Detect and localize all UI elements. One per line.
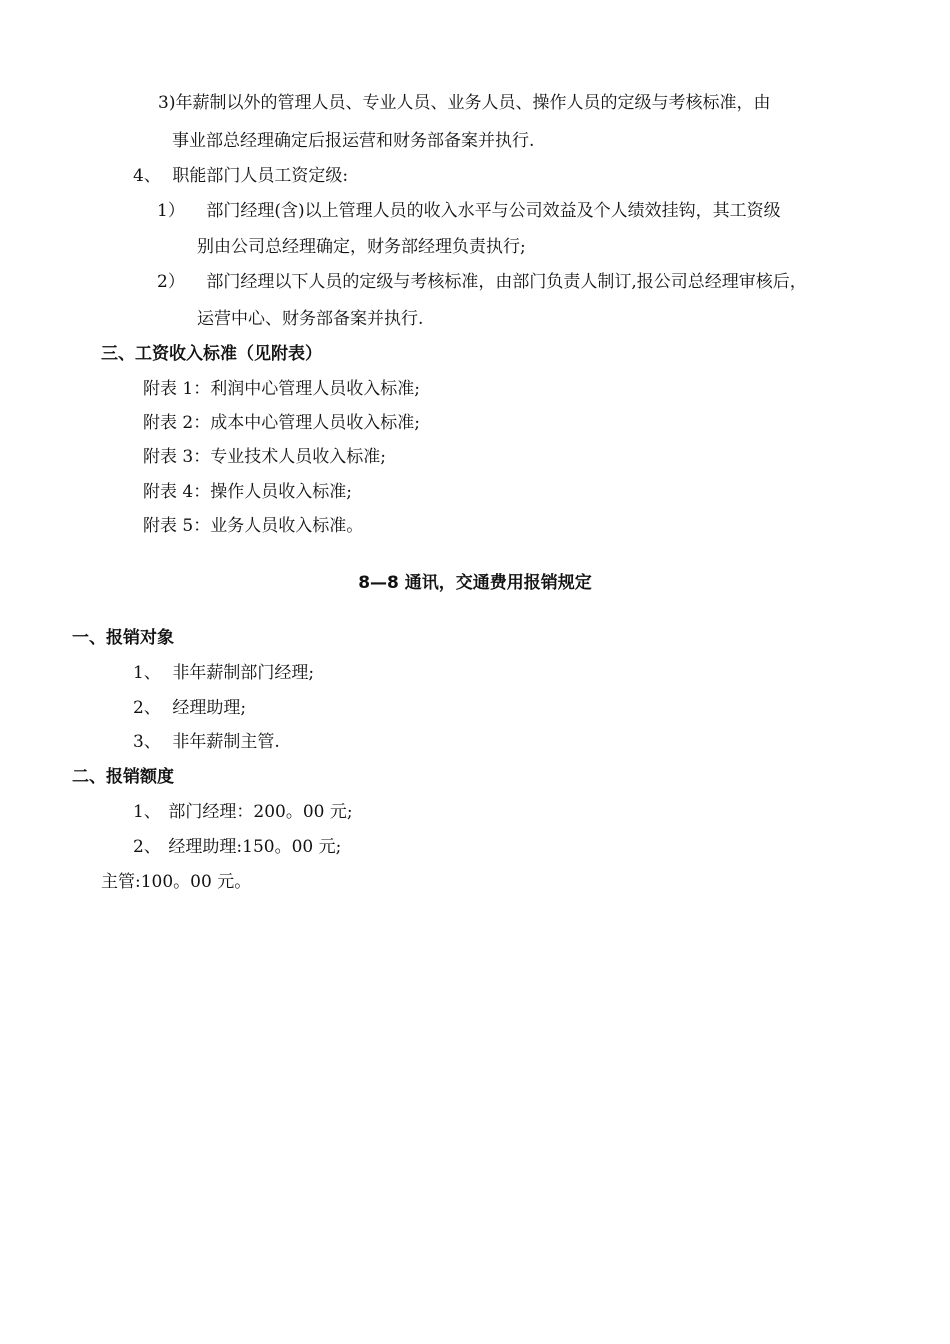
appendix-item: 附表 5：业务人员收入标准。	[143, 516, 364, 536]
appendix-item: 附表 1：利润中心管理人员收入标准;	[143, 379, 420, 399]
list-item-text: 经理助理;	[172, 698, 247, 718]
appendix-item: 附表 3：专业技术人员收入标准;	[143, 447, 386, 467]
list-item-text: 非年薪制主管.	[172, 732, 280, 752]
list-item-number: 3、	[133, 732, 161, 752]
list-item	[133, 697, 246, 719]
extra-line: 主管:100。00 元。	[101, 872, 252, 892]
part-1-heading: 一、报销对象	[72, 628, 174, 648]
sub-item-text: 部门经理以下人员的定级与考核标准，由部门负责人制订,报公司总经理审核后，	[206, 272, 807, 292]
list-item-text: 非年薪制部门经理;	[172, 663, 315, 683]
list-item-number: 2、	[133, 698, 161, 718]
list-item-text: 部门经理：200。00 元;	[168, 802, 353, 822]
section-3-heading: 三、工资收入标准（见附表）	[101, 344, 322, 364]
list-item	[133, 836, 341, 858]
list-item	[133, 801, 353, 823]
sub-item-1-line-2: 别由公司总经理确定，财务部经理负责执行;	[197, 237, 526, 257]
sub-item-number: 1）	[157, 201, 185, 221]
list-item	[133, 731, 280, 753]
list-item-number: 4、	[133, 166, 161, 186]
list-item-number: 1、	[133, 802, 161, 822]
sub-item-text: 部门经理(含)以上管理人员的收入水平与公司效益及个人绩效挂钩，其工资级	[206, 201, 781, 221]
appendix-item: 附表 2：成本中心管理人员收入标准;	[143, 413, 420, 433]
part-2-heading: 二、报销额度	[72, 767, 174, 787]
list-item	[133, 662, 314, 684]
sub-item-1-line-1	[157, 200, 781, 222]
sub-item-2-line-1	[157, 271, 807, 293]
regulation-title: 8—8 通讯，交通费用报销规定	[358, 573, 592, 593]
sub-item-number: 2）	[157, 272, 185, 292]
list-item-number: 1、	[133, 663, 161, 683]
list-item-text: 职能部门人员工资定级:	[172, 166, 349, 186]
list-item-4	[133, 165, 348, 187]
paragraph-item-3-line-1: 3)年薪制以外的管理人员、专业人员、业务人员、操作人员的定级与考核标准，由	[158, 93, 771, 113]
list-item-number: 2、	[133, 837, 161, 857]
paragraph-item-3-line-2: 事业部总经理确定后报运营和财务部备案并执行.	[172, 131, 535, 151]
appendix-item: 附表 4：操作人员收入标准;	[143, 482, 352, 502]
list-item-text: 经理助理:150。00 元;	[168, 837, 342, 857]
sub-item-2-line-2: 运营中心、财务部备案并执行.	[197, 309, 424, 329]
